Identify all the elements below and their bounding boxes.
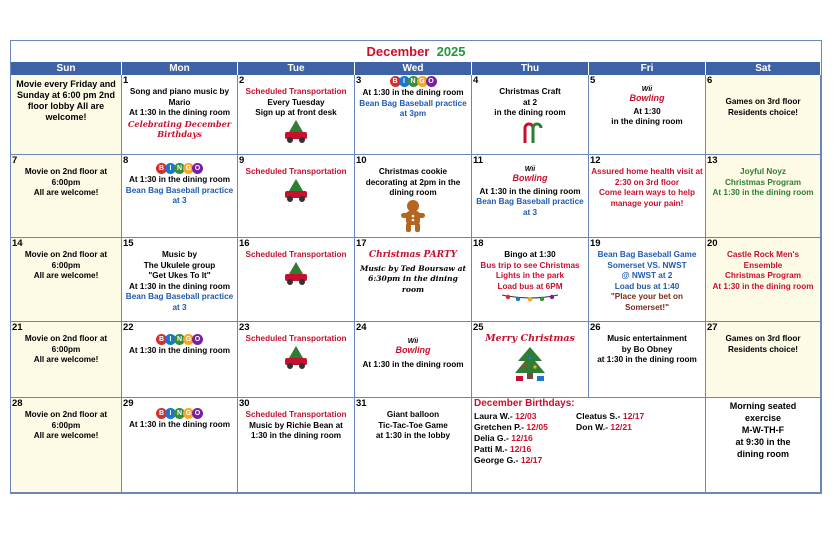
day-cell-11: [472, 155, 589, 238]
day-cell-26: [589, 322, 706, 398]
event-text: Castle Rock Men's Ensemble: [726, 250, 800, 270]
event-text: At 1:30 in the dining room: [129, 346, 230, 355]
day-cell-14: [11, 238, 122, 322]
day-number: 13: [707, 155, 718, 166]
event-text: At 1:30 in the dining room: [712, 188, 814, 197]
day-cell-25: [472, 322, 589, 398]
calendar: [10, 40, 822, 494]
event-text: at 1:30 in the dining room: [597, 355, 697, 364]
weekday-tue: Tue: [238, 62, 355, 75]
day-cell-4: [472, 75, 589, 155]
event-text: Scheduled Transportation: [245, 410, 347, 419]
wii-bowling-logo: Wii Bowling: [395, 338, 431, 355]
day-number: 31: [356, 398, 367, 409]
christmas-party-title: Christmas PARTY: [368, 250, 458, 260]
day-number: 12: [590, 155, 601, 166]
event-text: At 1:30 in the dining room: [362, 88, 464, 97]
calendar-title: [11, 41, 821, 62]
birthdays-col2: [576, 411, 644, 433]
bingo-balls-icon: B I N G O: [157, 334, 202, 345]
event-text: Games on 3rd floor: [725, 334, 801, 343]
movie-note: Movie every Friday and Sunday at 6:00 pm 2nd floor lobby All are welcome!: [16, 79, 116, 122]
event-text: Every Tuesday: [267, 97, 325, 107]
day-cell-15: [122, 238, 238, 322]
day-number: 26: [590, 322, 601, 333]
day-cell-7: [11, 155, 122, 238]
exercise-text: exercise: [744, 413, 782, 423]
day-cell-12: [589, 155, 706, 238]
day-number: 18: [473, 238, 484, 249]
event-text: at 2: [522, 97, 538, 107]
event-text: At 1:30 in the dining room: [712, 281, 814, 291]
day-number: 9: [239, 155, 245, 166]
birthday-entry: George G.- 12/17: [474, 455, 543, 465]
weekday-sat: Sat: [706, 62, 821, 75]
day-cell-18: [472, 238, 589, 322]
event-text: Movie on 2nd floor at 6:00pm: [24, 167, 108, 187]
day-cell-16: [238, 238, 355, 322]
event-text: Scheduled Transportation: [245, 167, 347, 176]
event-text: Christmas Craft: [499, 87, 561, 96]
birthdays-box: [472, 398, 706, 493]
day-cell-sun-week1: [11, 75, 122, 155]
event-text: At 1:30 in the dining room: [479, 186, 581, 196]
day-number: 4: [473, 75, 479, 86]
event-text: "Place your bet on Somerset!": [610, 292, 684, 312]
weekday-fri: Fri: [589, 62, 706, 75]
event-text: Residents choice!: [727, 344, 799, 354]
event-text: @ NWST at 2: [621, 271, 673, 280]
weekday-mon: Mon: [122, 62, 238, 75]
event-text: At 1:30 in the dining room: [129, 108, 230, 117]
birthdays-col1: [474, 411, 548, 466]
day-cell-19: [589, 238, 706, 322]
event-text: Giant balloon: [386, 410, 440, 419]
event-text: Movie on 2nd floor at 6:00pm: [24, 250, 108, 270]
day-cell-22: [122, 322, 238, 398]
event-text: Music by Ted Boursaw at 6:30pm in the dining room: [359, 263, 467, 294]
car-tree-icon: [281, 178, 311, 204]
event-text: Bingo at 1:30: [504, 250, 556, 259]
event-text: Music by Richie Bean at 1:30 in the dining room: [249, 420, 343, 440]
wii-bowling-logo: Wii Bowling: [512, 166, 548, 183]
event-text: Bean Bag Baseball Game: [597, 250, 697, 259]
bingo-balls-icon: B I N G O: [391, 76, 436, 87]
event-text: All are welcome!: [33, 355, 99, 364]
event-text: Somerset VS. NWST: [607, 260, 687, 270]
event-text: Movie on 2nd floor at 6:00pm: [24, 410, 108, 430]
exercise-text: M-W-TH-F: [741, 425, 785, 435]
day-number: 27: [707, 322, 718, 333]
birthday-entry: Laura W.- 12/03: [474, 411, 537, 421]
event-text: Bean Bag Baseball practice at 3: [476, 197, 584, 217]
day-cell-23: [238, 322, 355, 398]
event-text: The Ukulele group: [143, 260, 216, 270]
exercise-text: Morning seated: [729, 401, 797, 411]
birthdays-heading: December Birthdays:: [474, 398, 575, 409]
event-text: Scheduled Transportation: [245, 334, 347, 343]
event-text: in the dining room: [494, 108, 566, 117]
exercise-text: at 9:30 in the: [735, 437, 791, 447]
birthday-celebration: Celebrating December Birthdays: [127, 118, 232, 139]
weekday-thu: Thu: [472, 62, 589, 75]
day-number: 1: [123, 75, 129, 86]
exercise-text: dining room: [737, 449, 789, 459]
day-number: 7: [12, 155, 18, 166]
day-number: 10: [356, 155, 367, 166]
day-number: 6: [707, 75, 713, 86]
event-text: Bean Bag Baseball practice at 3: [125, 292, 234, 312]
day-cell-2: [238, 75, 355, 155]
event-text: Joyful Noyz: [740, 167, 786, 176]
day-cell-1: [122, 75, 238, 155]
car-tree-icon: [281, 345, 311, 371]
birthday-entry: Cleatus S.- 12/17: [576, 411, 645, 421]
day-cell-28: [11, 398, 122, 493]
birthday-entry: Don W.- 12/21: [576, 422, 632, 432]
candy-cane-icon: [517, 119, 543, 145]
day-cell-9: [238, 155, 355, 238]
exercise-box: [706, 398, 821, 493]
day-cell-5: [589, 75, 706, 155]
day-cell-29: [122, 398, 238, 493]
event-text: At 1:30 in the dining room: [129, 175, 230, 184]
bingo-balls-icon: B I N G O: [157, 163, 202, 174]
day-number: 30: [239, 398, 250, 409]
event-text: Scheduled Transportation: [245, 87, 347, 96]
event-text: Bean Bag Baseball practice at 3pm: [359, 98, 467, 118]
event-text: All are welcome!: [33, 431, 99, 440]
month-label: December: [366, 44, 430, 59]
event-text: Games on 3rd floor: [725, 97, 801, 106]
event-text: by Bo Obney: [621, 344, 673, 354]
day-number: 14: [12, 238, 23, 249]
day-number: 28: [12, 398, 23, 409]
event-text: Assured home health visit at 2:30 on 3rd floor: [591, 167, 703, 187]
day-cell-20: [706, 238, 821, 322]
birthday-entry: Gretchen P.- 12/05: [474, 422, 548, 432]
event-text: Bus trip to see Christmas Lights in the park: [480, 260, 580, 280]
day-number: 19: [590, 238, 601, 249]
day-number: 2: [239, 75, 245, 86]
day-number: 3: [356, 75, 362, 86]
event-text: "Get Ukes To It": [148, 271, 211, 280]
bingo-balls-icon: B I N G O: [157, 408, 202, 419]
string-lights-icon: [500, 292, 560, 302]
day-number: 21: [12, 322, 23, 333]
day-cell-17: [355, 238, 472, 322]
day-number: 17: [356, 238, 367, 249]
day-number: 8: [123, 155, 129, 166]
event-text: All are welcome!: [33, 271, 99, 280]
event-text: Song and piano music by Mario: [129, 87, 230, 107]
day-cell-8: [122, 155, 238, 238]
day-number: 15: [123, 238, 134, 249]
day-number: 24: [356, 322, 367, 333]
event-text: Bean Bag Baseball practice at 3: [125, 185, 234, 205]
day-cell-24: [355, 322, 472, 398]
day-cell-6: [706, 75, 821, 155]
event-text: Movie on 2nd floor at 6:00pm: [24, 334, 108, 354]
event-text: Christmas Program: [725, 271, 801, 280]
event-text: Tic-Tac-Toe Game: [378, 420, 448, 430]
event-text: At 1:30 in the dining room: [362, 359, 464, 369]
day-number: 5: [590, 75, 596, 86]
day-cell-30: [238, 398, 355, 493]
day-number: 29: [123, 398, 134, 409]
day-number: 20: [707, 238, 718, 249]
year-label: 2025: [436, 44, 466, 59]
christmas-tree-icon: [513, 345, 547, 383]
event-text: Load bus at 6PM: [497, 281, 563, 291]
weekday-sun: Sun: [11, 62, 122, 75]
event-text: Music by: [161, 250, 198, 259]
event-text: Christmas cookie decorating at 2pm in the dining room: [365, 167, 461, 197]
weekday-wed: Wed: [355, 62, 472, 75]
day-cell-13: [706, 155, 821, 238]
day-cell-21: [11, 322, 122, 398]
event-text: Scheduled Transportation: [245, 250, 347, 259]
event-text: At 1:30 in the dining room: [129, 420, 230, 429]
gingerbread-icon: [400, 199, 426, 233]
car-tree-icon: [281, 119, 311, 145]
day-cell-27: [706, 322, 821, 398]
day-number: 25: [473, 322, 484, 333]
event-text: at 1:30 in the lobby: [375, 431, 451, 440]
event-text: At 1:30 in the dining room: [129, 281, 230, 291]
merry-christmas-text: Merry Christmas: [485, 333, 575, 344]
event-text: Come learn ways to help manage your pain!: [598, 188, 695, 208]
birthday-entry: Delia G.- 12/16: [474, 433, 533, 443]
wii-bowling-logo: Wii Bowling: [629, 86, 665, 103]
event-text: Christmas Program: [725, 177, 801, 187]
day-number: 23: [239, 322, 250, 333]
day-number: 11: [473, 155, 484, 166]
event-text: Music entertainment: [607, 334, 687, 343]
day-number: 22: [123, 322, 134, 333]
day-number: 16: [239, 238, 250, 249]
event-text: Sign up at front desk: [255, 108, 337, 117]
event-text: All are welcome!: [33, 188, 99, 197]
event-text: At 1:30: [633, 106, 661, 116]
day-cell-3: [355, 75, 472, 155]
car-tree-icon: [281, 261, 311, 287]
birthday-entry: Patti M.- 12/16: [474, 444, 532, 454]
event-text: Load bus at 1:40: [614, 281, 680, 291]
day-cell-10: [355, 155, 472, 238]
day-cell-31: [355, 398, 472, 493]
event-text: Residents choice!: [727, 107, 799, 117]
event-text: in the dining room: [611, 117, 683, 126]
